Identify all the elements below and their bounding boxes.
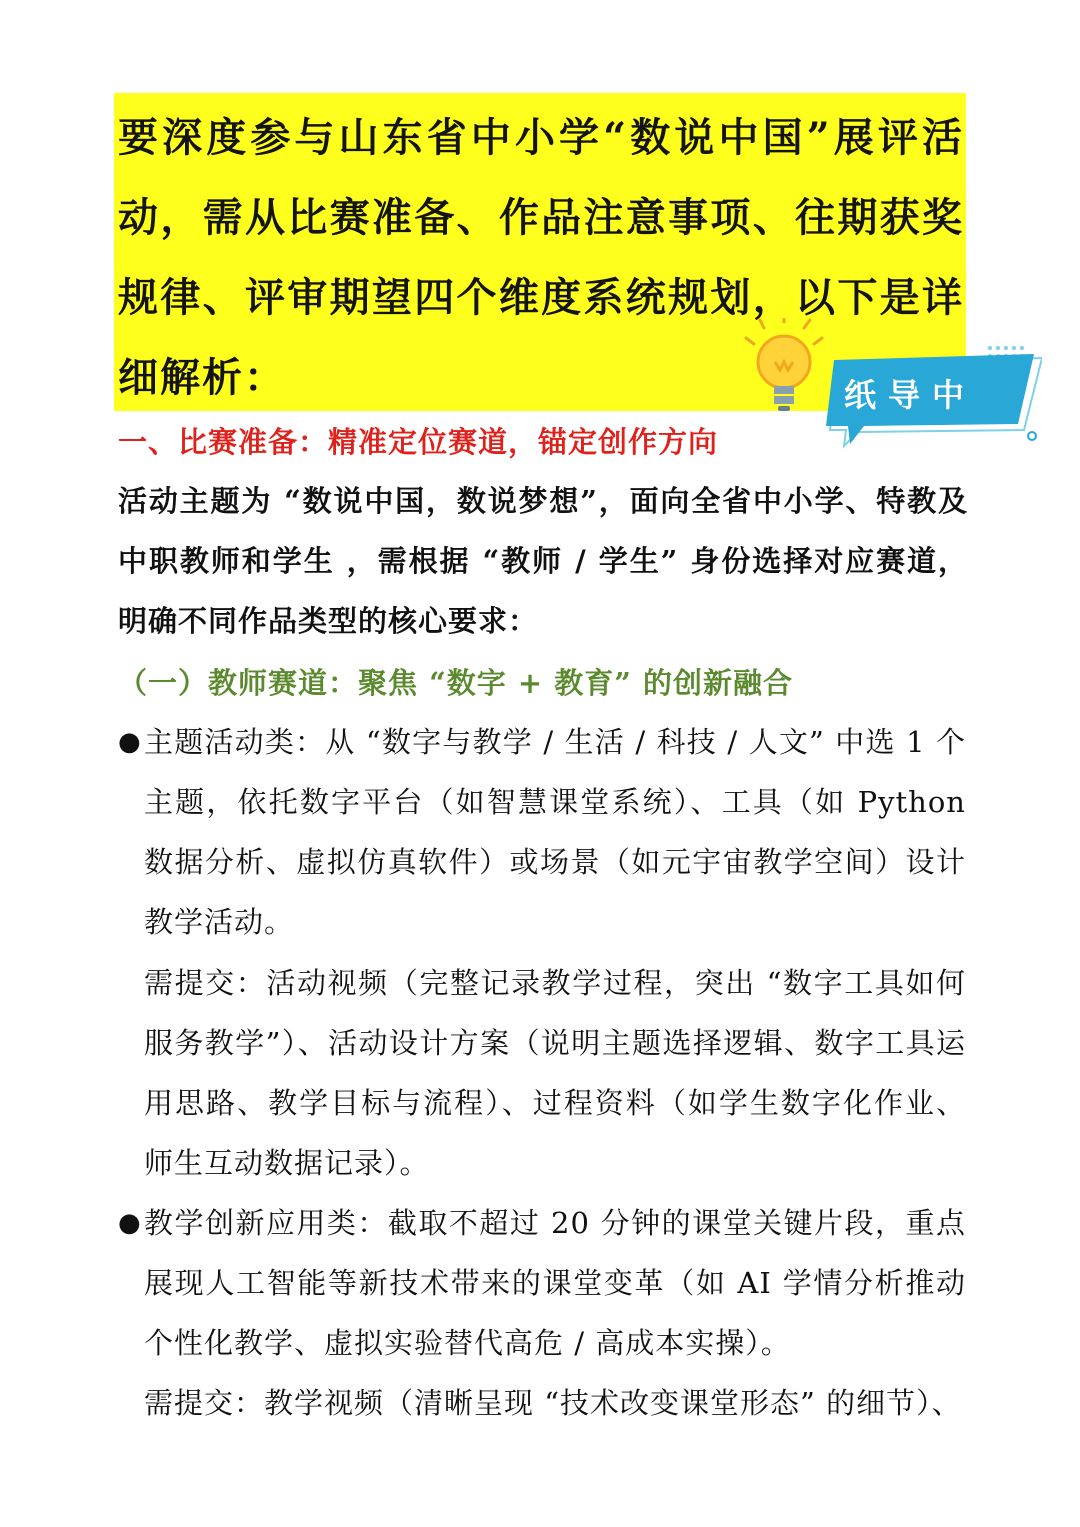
list-item-text: 教学创新应用类：截取不超过 20 分钟的课堂关键片段，重点展现人工智能等新技术带来的课堂变革（如 AI 学情分析推动个性化教学、虚拟实验替代高危 / 高成本实操）。 [144,1206,966,1360]
badge-label: 纸导中 [843,376,976,414]
bullet-dot: ● [118,1208,141,1238]
list-item-submit: 需提交：教学视频（清晰呈现 “技术改变课堂形态” 的细节）、 [144,1386,962,1420]
subsection-heading: （一）教师赛道：聚焦 “数字 + 教育” 的创新融合 [118,666,794,700]
list-item-submit: 需提交：活动视频（完整记录教学过程，突出 “数字工具如何服务教学”）、活动设计方案（说明主题选择逻辑、数字工具运用思路、教学目标与流程）、过程资料（如学生数字化作业、师生互动数据记录）。 [144,966,966,1180]
lightbulb-icon [758,336,810,411]
bullet-dot: ● [118,727,141,757]
section-heading: 一、比赛准备：精准定位赛道，锚定创作方向 [118,425,719,459]
list-item-text: 主题活动类：从 “数字与教学 / 生活 / 科技 / 人文” 中选 1 个主题，依托数字平台（如智慧课堂系统）、工具（如 Python 数据分析、虚拟仿真软件）或场景（如元宇宙教学空间）设计教学活动。 [144,725,966,939]
section-intro: 活动主题为 “数说中国，数说梦想”，面向全省中小学、特教及中职教师和学生 ，需根据 “教师 / 学生” 身份选择对应赛道，明确不同作品类型的核心要求： [118,484,968,638]
page-title: 要深度参与山东省中小学“数说中国”展评活动，需从比赛准备、作品注意事项、往期获奖规律、评审期望四个维度系统规划，以下是详细解析： [118,114,964,401]
